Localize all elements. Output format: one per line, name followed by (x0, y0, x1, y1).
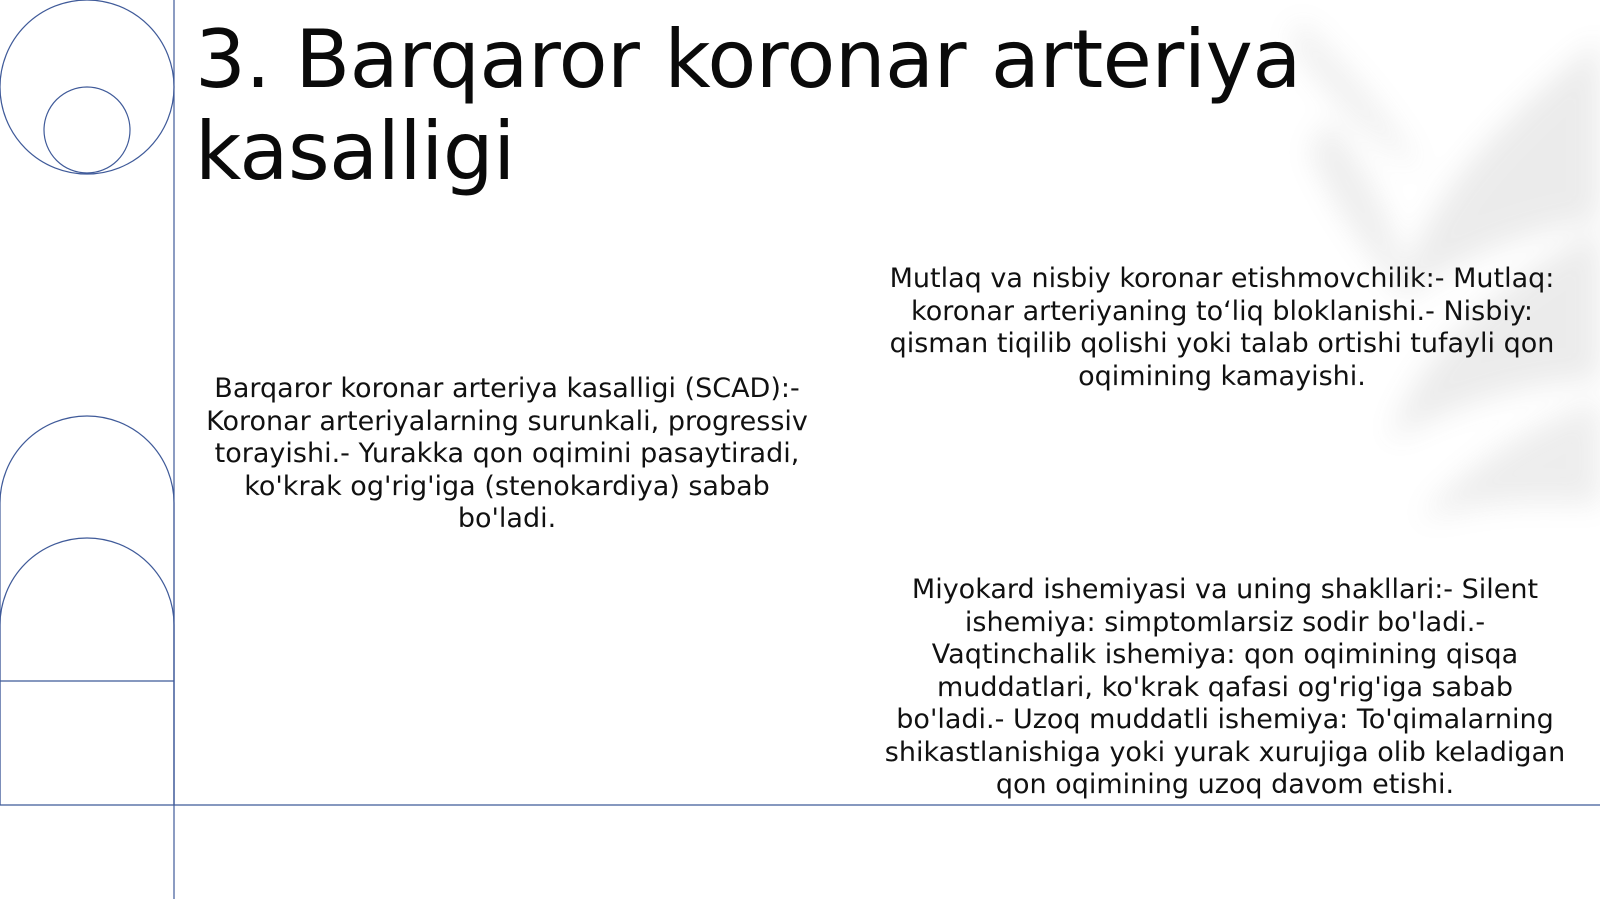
small-circle-icon (44, 87, 130, 173)
upper-arch-icon (0, 416, 174, 805)
lower-arch-icon (0, 538, 174, 805)
text-block-coronary-insufficiency: Mutlaq va nisbiy koronar etishmovchilik:- Mutlaq: koronar arteriyaning to‘liq bloklanishi.- Nisbiy: qisman tiqilib qolishi yoki talab ortishi tufayli qon oqimining kamayishi. (889, 263, 1555, 392)
text-block-myocardial-ischemia: Miyokard ishemiyasi va uning shakllari:- Silent ishemiya: simptomlarsiz sodir bo'ladi.- Vaqtinchalik ishemiya: qon oqimining qisqa muddatlari, ko'krak qafasi og'rig'iga sabab bo'ladi.- Uzoq muddatli ishemiya: To'qimalarning shikastlanishiga yoki yurak xurujiga olib keladigan qon oqimining uzoq davom etishi. (884, 574, 1566, 800)
slide-title: 3. Barqaror koronar arteriya kasalligi (195, 13, 1301, 198)
text-block-scad: Barqaror koronar arteriya kasalligi (SCAD):- Koronar arteriyalarning surunkali, progressiv torayishi.- Yurakka qon oqimini pasaytiradi, ko'krak og'rig'iga (stenokardiya) sabab bo'ladi. (206, 373, 808, 534)
